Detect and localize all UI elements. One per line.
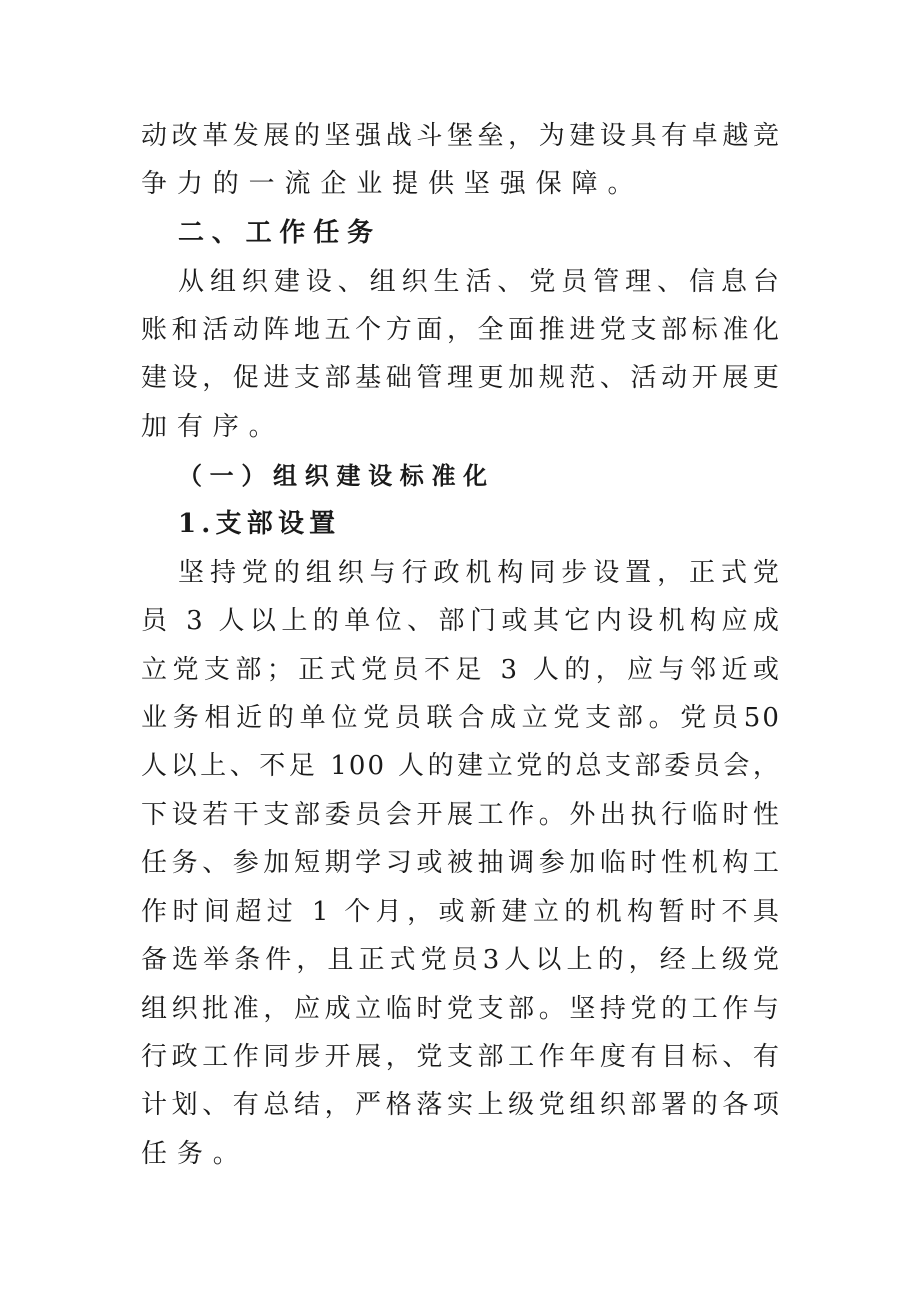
- paragraph-line-1: 动改革发展的坚强战斗堡垒，为建设具有卓越竞: [141, 121, 781, 151]
- paragraph-line-2: 争力的一流企业提供坚强保障。: [141, 169, 644, 199]
- paragraph-line-12: 立党支部；正式党员不足 3 人的，应与邻近或: [141, 655, 781, 685]
- paragraph-line-15: 下设若干支部委员会开展工作。外出执行临时性: [141, 800, 781, 830]
- paragraph-line-16: 任务、参加短期学习或被抽调参加临时性机构工: [141, 848, 781, 878]
- paragraph-line-18: 备选举条件，且正式党员3人以上的，经上级党: [141, 945, 781, 975]
- paragraph-line-21: 计划、有总结，严格落实上级党组织部署的各项: [141, 1090, 781, 1120]
- paragraph-line-17: 作时间超过 1 个月，或新建立的机构暂时不具: [141, 897, 781, 927]
- paragraph-line-22: 任务。: [141, 1139, 249, 1169]
- paragraph-line-10: 坚持党的组织与行政机构同步设置，正式党: [178, 558, 781, 588]
- subsection-heading-organization: （一）组织建设标准化: [178, 461, 495, 490]
- item-heading-branch-setup: 1.支部设置: [178, 509, 341, 539]
- paragraph-line-4: 从组织建设、组织生活、党员管理、信息台: [178, 267, 781, 297]
- paragraph-line-20: 行政工作同步开展，党支部工作年度有目标、有: [141, 1042, 781, 1072]
- section-heading-work-tasks: 二、工作任务: [178, 218, 381, 248]
- paragraph-line-7: 加有序。: [141, 412, 285, 442]
- paragraph-line-14: 人以上、不足 100 人的建立党的总支部委员会，: [141, 751, 781, 781]
- paragraph-line-5: 账和活动阵地五个方面，全面推进党支部标准化: [141, 315, 781, 345]
- paragraph-line-11: 员 3 人以上的单位、部门或其它内设机构应成: [141, 606, 781, 636]
- paragraph-line-13: 业务相近的单位党员联合成立党支部。党员50: [141, 703, 781, 733]
- paragraph-line-19: 组织批准，应成立临时党支部。坚持党的工作与: [141, 994, 781, 1024]
- paragraph-line-6: 建设，促进支部基础管理更加规范、活动开展更: [141, 363, 781, 393]
